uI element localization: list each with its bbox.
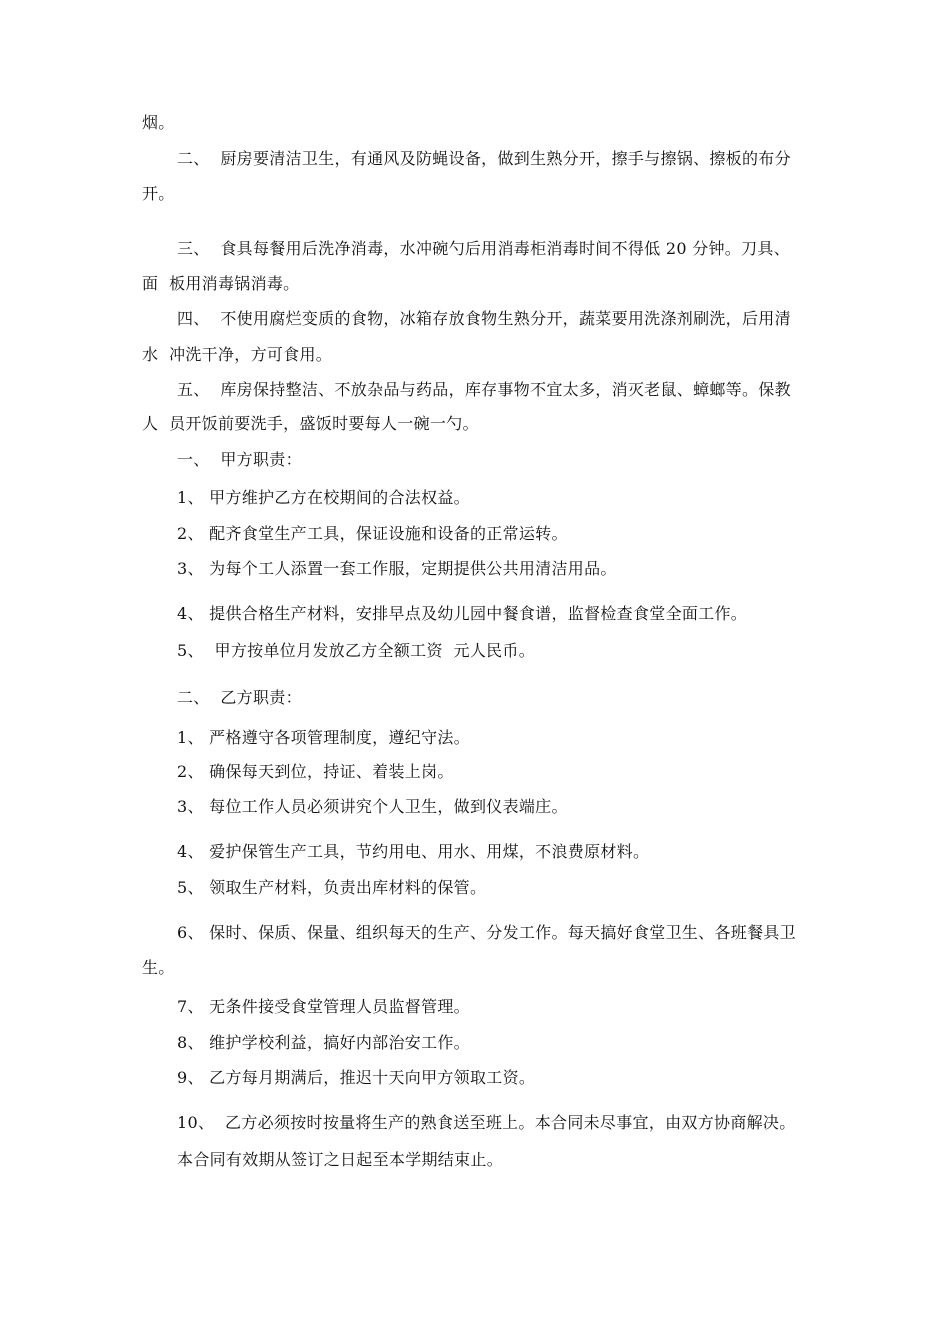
list-item: 1、 严格遵守各项管理制度，遵纪守法。 (177, 728, 470, 747)
text-line: 三、 食具每餐用后洗净消毒，水冲碗勺后用消毒柜消毒时间不得低 20 分钟。刀具、 (177, 239, 791, 258)
text-line: 水 冲洗干净，方可食用。 (142, 345, 333, 364)
text-line: 面 板用消毒锅消毒。 (142, 274, 300, 293)
list-item: 5、 甲方按单位月发放乙方全额工资 元人民币。 (177, 641, 536, 660)
text-line: 生。 (142, 958, 175, 977)
section-heading: 二、 乙方职责： (177, 688, 302, 707)
text-line: 人 员开饭前要洗手，盛饭时要每人一碗一勺。 (142, 414, 479, 433)
text-line: 本合同有效期从签订之日起至本学期结束止。 (177, 1150, 504, 1169)
text-line: 五、 库房保持整洁、不放杂品与药品，库存事物不宜太多，消灭老鼠、蟑螂等。保教 (177, 380, 791, 399)
section-heading: 一、 甲方职责： (177, 450, 302, 469)
list-item: 5、 领取生产材料，负责出库材料的保管。 (177, 878, 487, 897)
list-item: 2、 配齐食堂生产工具，保证设施和设备的正常运转。 (177, 524, 568, 543)
list-item: 2、 确保每天到位，持证、着装上岗。 (177, 762, 454, 781)
list-item: 3、 为每个工人添置一套工作服，定期提供公共用清洁用品。 (177, 559, 617, 578)
list-item: 10、 乙方必须按时按量将生产的熟食送至班上。本合同未尽事宜，由双方协商解决。 (177, 1113, 796, 1132)
list-item: 6、 保时、保质、保量、组织每天的生产、分发工作。每天搞好食堂卫生、各班餐具卫 (177, 923, 796, 942)
text-line: 开。 (142, 184, 175, 203)
list-item: 9、 乙方每月期满后，推迟十天向甲方领取工资。 (177, 1068, 536, 1087)
list-item: 3、 每位工作人员必须讲究个人卫生，做到仪表端庄。 (177, 797, 568, 816)
text-line: 二、 厨房要清洁卫生，有通风及防蝇设备，做到生熟分开，擦手与擦锅、擦板的布分 (177, 149, 791, 168)
list-item: 7、 无条件接受食堂管理人员监督管理。 (177, 997, 470, 1016)
list-item: 1、 甲方维护乙方在校期间的合法权益。 (177, 488, 470, 507)
text-line: 四、 不使用腐烂变质的食物，冰箱存放食物生熟分开，蔬菜要用洗涤剂刷洗，后用清 (177, 309, 791, 328)
list-item: 4、 爱护保管生产工具，节约用电、用水、用煤，不浪费原材料。 (177, 842, 650, 861)
list-item: 8、 维护学校利益，搞好内部治安工作。 (177, 1033, 470, 1052)
list-item: 4、 提供合格生产材料，安排早点及幼儿园中餐食谱，监督检查食堂全面工作。 (177, 604, 748, 623)
text-line: 烟。 (142, 113, 175, 132)
